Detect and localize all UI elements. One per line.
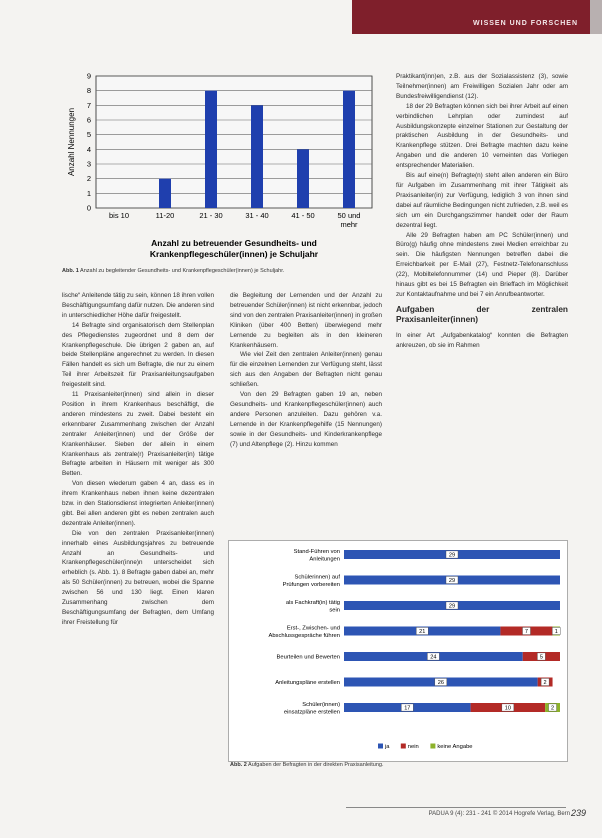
legend-swatch (401, 744, 406, 749)
figure-1-label: Abb. 1 (62, 268, 79, 274)
data-label: 1 (554, 629, 558, 635)
page-number: 239 (571, 808, 587, 818)
category-label: Abschlussgespräche führen (268, 632, 340, 639)
category-label: Schülerinnen) auf (294, 574, 340, 581)
legend-label: keine Angabe (437, 744, 473, 750)
y-tick-label: 8 (86, 86, 91, 96)
paragraph: 11 Praxisanleiter(innen) sind allein in dieser Position in ihrem Krankenhaus beschäftigt, die anderen mindestens zu zweit. Dabei besteht ein erkennbarer Zusammenhang zwischen der Anzahl zentraler Anleiter(innen) und der Größe der Krankenhäuser. Sieben der allein in einem Krankenhaus als zentrale(r) Praxisanleiter(in) tätige Befragte arbeiten in Häusern mit weniger als 300 Betten. (62, 391, 214, 478)
paragraph: 14 Befragte sind organisatorisch dem Stellenplan des Pflegedienstes zugeordnet und 8 dem der Krankenpflegeschule. Die übrigen 2 gaben an, auf beide Stellenpläne angerechnet zu werden. In diesen Fällen handelt es sich um Befragte, die nur zu einem Teil ihrer Arbeitszeit für Praxisanleitungsaufgaben freigestellt sind. (62, 321, 214, 389)
legend-label: nein (407, 744, 419, 750)
bar (297, 149, 309, 208)
paragraph: Praktikant(inn)en, z.B. aus der Sozialassistenz (3), sowie Teilnehmer(innen) am Freiwilligen Sozialen Jahr oder am Bundesfreiwilligendienst (12). (396, 73, 568, 100)
data-label: 24 (430, 654, 437, 661)
x-tick-label: bis 10 (108, 211, 130, 220)
y-axis-label: Anzahl Nennungen (67, 107, 76, 177)
category-label: Stand-Führen von (293, 548, 340, 555)
x-tick-label: mehr (340, 220, 358, 229)
data-label: 21 (419, 629, 426, 635)
y-tick-label: 2 (86, 174, 91, 184)
paragraph: Wie viel Zeit den zentralen Anleiter(innen) genau für die einzelnen Lernenden zur Verfügung steht, lässt sich aus den Angaben der Befragten nicht genau schließen. (230, 351, 382, 389)
section-heading: Aufgaben der zentralen Praxisanleiter(innen) (396, 303, 568, 325)
paragraph: Von diesen wiederum gaben 4 an, dass es in ihrem Krankenhaus neben ihnen keine dezentralen bzw. in den Stationsdienst integrierten Anleiter(innen) gibt. Bei allen anderen gibt es neben zentralen auch dezentrale Anleiter(innen). (62, 480, 214, 527)
figure-1-text: Anzahl zu begleitender Gesundheits- und Krankenpflegeschüler(innen) je Schuljahr. (78, 268, 285, 274)
bar (251, 105, 263, 208)
x-tick-label: 31 - 40 (245, 211, 269, 220)
figure-1-caption (62, 268, 382, 275)
category-label: Erst-, Zwischen- und (286, 625, 340, 632)
category-label: sein (329, 607, 340, 614)
paragraph: Alle 29 Befragten haben am PC Schüler(innen) und Büro(g) häufig ohne mindestens zwei Medien erreichbar zu sein. Die häufigsten Nennungen betreffen dabei die Erreichbarkeit per E-Mail (27), Festnetz-Telefonanschluss (22), Mobiltelefonnummer (14) und Pieper (8). Darüber hinaus gibt es bei 15 Befragten ein Brieffach im Möglichkeit zur Kontaktaufnahme und bei 7 ein Anrufbeantworter. (396, 231, 568, 298)
data-label: 5 (539, 654, 543, 661)
data-label: 2 (543, 680, 547, 686)
section-title: WISSEN UND FORSCHEN (473, 20, 578, 27)
header-strip (590, 0, 602, 34)
legend-label: ja (385, 744, 390, 750)
category-label: Anleitungspläne erstellen (275, 680, 340, 687)
y-tick-label: 7 (86, 100, 91, 110)
y-tick-label: 6 (86, 115, 91, 125)
footer-rule (346, 807, 566, 808)
category-label: Prüfungen vorbereiten (282, 581, 340, 588)
bar (205, 91, 217, 208)
paragraph: 18 der 29 Befragten können sich bei ihrer Arbeit auf einen verbindlichen Lehrplan oder zumindest auf Ausbildungskonzepte einzelner Stationen zur Gestaltung der praktischen Ausbildung in der Gesundheits- und Krankenpflege stützen. Drei Befragte machten dazu keine Angaben und die anderen 10 verneinten das Vorliegen entsprechender Materialien. (396, 102, 568, 170)
x-axis-label: Anzahl zu betreuender Gesundheits- und (151, 238, 317, 248)
category-label: Beurteilen und Bewerten (276, 654, 340, 661)
data-label: 26 (437, 680, 444, 686)
bar (159, 179, 171, 208)
paragraph: Bis auf eine(n) Befragte(n) steht allen anderen ein Büro für Aufgaben im Zusammenhang mit ihrer Tätigkeit als Praxisanleiter(in) zur Verfügung, lediglich 3 von ihnen sind dabei auf räumliche Bedingungen nicht zufrieden, z.B. weil es sich um ein Durchgangszimmer handelt oder der Raum dezentral liegt. (396, 172, 568, 229)
y-tick-label: 4 (86, 144, 91, 154)
x-tick-label: 41 - 50 (291, 211, 315, 220)
bar (343, 91, 355, 208)
figure-2 (228, 540, 568, 762)
legend-swatch (378, 744, 383, 749)
figure-2-text: Aufgaben der Befragten in der direkten Praxisanleitung. (246, 762, 384, 768)
category-label: einsatzpläne erstellen (283, 709, 340, 716)
data-label: 17 (404, 705, 411, 712)
text-column-right (396, 72, 568, 351)
data-label: 10 (504, 705, 511, 712)
y-tick-label: 0 (86, 203, 91, 213)
stacked-bar-chart-2 (228, 540, 568, 762)
category-label: Anleitungen (309, 556, 340, 563)
x-axis-label: Krankenpflegeschüler(innen) je Schuljahr (149, 249, 319, 259)
y-tick-label: 9 (86, 71, 91, 81)
text-column-middle (230, 291, 382, 450)
x-tick-label: 50 und (337, 211, 361, 220)
bar-chart-1 (60, 70, 380, 275)
legend-swatch (430, 744, 435, 749)
paragraph: lische“ Anleitende tätig zu sein, können 18 ihren vollen Beschäftigungsumfang dafür nutzen. Die anderen sind in unterschiedlicher Höhe dafür freigestellt. (62, 292, 214, 319)
category-label: Schüler(innen) (302, 701, 340, 708)
paragraph: Von den 29 Befragten gaben 19 an, neben Gesundheits- und Krankenpflegeschüler(innen) auch andere Personen anzuleiten. Dazu gehören v.a. Lernende in der Krankenpflegehilfe (15 Nennungen) sowie in der Gesundheits- und Kinderkrankenpflege (7) und Altenpflege (2). Hinzu kommen (230, 391, 382, 448)
category-label: als Fachkraft(in) tätig (285, 599, 340, 606)
figure-2-label: Abb. 2 (230, 762, 247, 768)
chart-frame (229, 541, 568, 762)
y-tick-label: 3 (86, 159, 91, 169)
paragraph: die Begleitung der Lernenden und der Anzahl zu betreuender Schüler(innen) ist nicht erkennbar, jedoch sind von den zentralen Praxisanleiter(innen) in großen Kliniken (über 400 Betten) überwiegend mehr Lernende zu begleiten als in den kleineren Krankenhäusern. (230, 292, 382, 349)
figure-2-caption (230, 762, 560, 769)
x-tick-label: 11-20 (155, 211, 175, 220)
footer-text: PADUA 9 (4): 231 - 241 © 2014 Hogrefe Verlag, Bern (428, 811, 570, 817)
data-label: 29 (448, 603, 456, 610)
data-label: 2 (550, 705, 555, 712)
x-tick-label: 21 - 30 (199, 211, 223, 220)
y-tick-label: 5 (86, 130, 91, 140)
page-header (0, 0, 602, 34)
text-column-left (62, 291, 214, 628)
y-tick-label: 1 (86, 188, 91, 198)
paragraph: Die von den zentralen Praxisanleiter(innen) innerhalb eines Ausbildungsjahres zu betreuende Anzahl an Gesundheits- und Krankenpflegeschüler(inne)n unterscheidet sich erheblich (s. Abb. 1). 8 Befragte gaben dabei an, mehr als 50 Schüler(innen) zu betreuen, wobei die Spanne zwischen 56 und 130 liegt. Einen klaren Zusammenhang zwischen dem Beschäftigungsumfang der Befragten, dem Umfang ihrer Freistellung für (62, 529, 214, 626)
data-label: 29 (448, 552, 456, 559)
section-banner (352, 0, 590, 34)
paragraph: In einer Art „Aufgabenkatalog“ konnten die Befragten ankreuzen, ob sie im Rahmen (396, 331, 568, 349)
data-label: 29 (448, 578, 456, 584)
data-label: 7 (524, 629, 529, 635)
figure-1 (60, 70, 380, 275)
plot-area (96, 76, 372, 208)
